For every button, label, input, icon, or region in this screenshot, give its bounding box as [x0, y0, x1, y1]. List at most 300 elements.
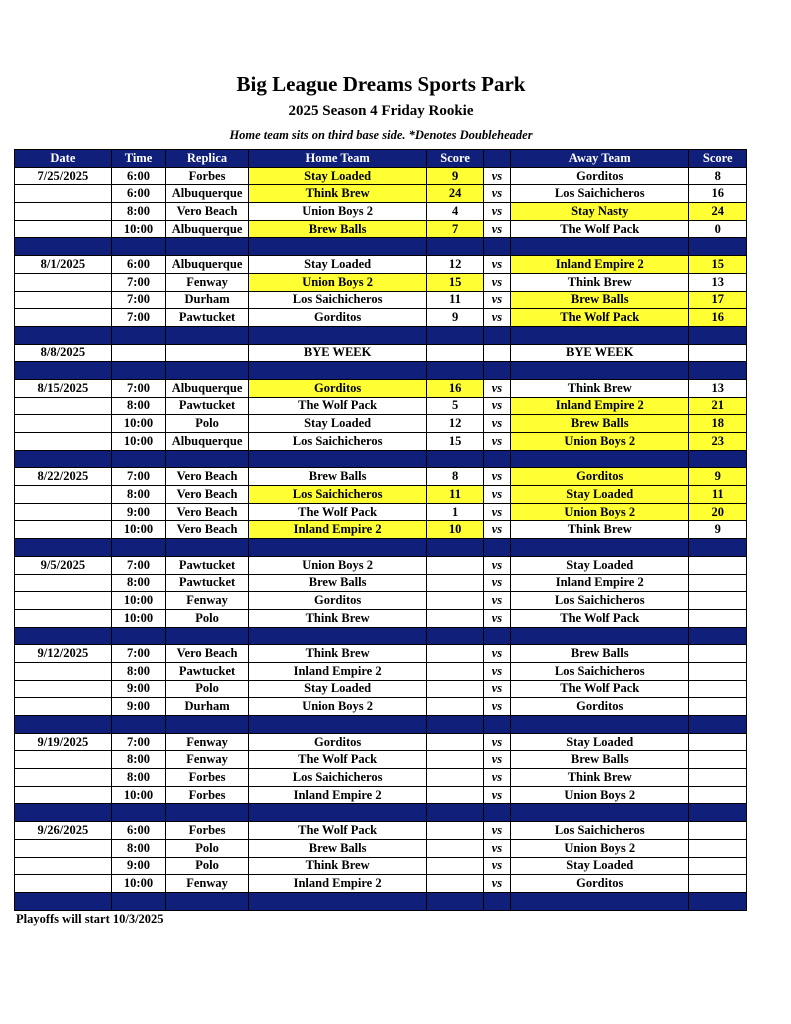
away-score: [689, 733, 747, 751]
home-score: 11: [427, 486, 483, 504]
away-team: Inland Empire 2: [511, 574, 689, 592]
home-score: [427, 344, 483, 362]
separator-cell: [111, 362, 165, 380]
col-away-score: Score: [689, 150, 747, 168]
game-row: [15, 379, 747, 397]
game-field: [166, 344, 249, 362]
vs-label: vs: [483, 769, 510, 787]
away-team: Think Brew: [511, 379, 689, 397]
game-time: 8:00: [111, 486, 165, 504]
home-team: Brew Balls: [248, 839, 426, 857]
game-time: 10:00: [111, 786, 165, 804]
vs-label: vs: [483, 662, 510, 680]
separator-cell: [427, 539, 483, 557]
game-time: 9:00: [111, 857, 165, 875]
vs-label: [483, 344, 510, 362]
week-separator: [15, 627, 747, 645]
separator-cell: [248, 892, 426, 910]
vs-label: vs: [483, 309, 510, 327]
home-score: [427, 680, 483, 698]
home-team: Inland Empire 2: [248, 875, 426, 893]
away-team: Stay Loaded: [511, 857, 689, 875]
game-time: 7:00: [111, 309, 165, 327]
away-team: The Wolf Pack: [511, 680, 689, 698]
away-score: [689, 698, 747, 716]
home-team-note: Home team sits on third base side. *Denotes Doubleheader: [229, 128, 533, 142]
game-time: 8:00: [111, 203, 165, 221]
away-team: The Wolf Pack: [511, 609, 689, 627]
separator-cell: [689, 892, 747, 910]
game-time: 10:00: [111, 433, 165, 451]
game-field: Pawtucket: [166, 309, 249, 327]
home-team: Stay Loaded: [248, 415, 426, 433]
away-team: Stay Loaded: [511, 733, 689, 751]
away-team: Think Brew: [511, 769, 689, 787]
away-score: [689, 645, 747, 663]
home-team: Los Saichicheros: [248, 433, 426, 451]
col-home-team: Home Team: [248, 150, 426, 168]
game-time: 8:00: [111, 769, 165, 787]
schedule-table: [14, 149, 747, 911]
game-row: [15, 875, 747, 893]
game-date: [15, 203, 112, 221]
game-row: [15, 857, 747, 875]
game-field: Fenway: [166, 733, 249, 751]
home-score: [427, 839, 483, 857]
game-field: Vero Beach: [166, 468, 249, 486]
game-date: [15, 521, 112, 539]
game-date: [15, 273, 112, 291]
game-date: 8/8/2025: [15, 344, 112, 362]
home-team: Brew Balls: [248, 574, 426, 592]
separator-cell: [248, 627, 426, 645]
vs-label: vs: [483, 397, 510, 415]
home-score: [427, 751, 483, 769]
home-team: Union Boys 2: [248, 203, 426, 221]
home-score: 4: [427, 203, 483, 221]
home-team: Los Saichicheros: [248, 291, 426, 309]
home-score: 24: [427, 185, 483, 203]
game-row: [15, 185, 747, 203]
away-team: Brew Balls: [511, 291, 689, 309]
away-score: [689, 344, 747, 362]
separator-cell: [427, 627, 483, 645]
home-score: [427, 592, 483, 610]
away-score: 20: [689, 503, 747, 521]
col-replica: Replica: [166, 150, 249, 168]
vs-label: vs: [483, 185, 510, 203]
game-time: 10:00: [111, 415, 165, 433]
away-score: [689, 662, 747, 680]
home-team: Brew Balls: [248, 468, 426, 486]
game-row: [15, 698, 747, 716]
game-field: Durham: [166, 698, 249, 716]
away-team: Think Brew: [511, 521, 689, 539]
game-field: Polo: [166, 415, 249, 433]
home-team: Stay Loaded: [248, 680, 426, 698]
game-time: 7:00: [111, 379, 165, 397]
home-score: 12: [427, 256, 483, 274]
game-time: 6:00: [111, 256, 165, 274]
game-time: 6:00: [111, 185, 165, 203]
vs-label: vs: [483, 698, 510, 716]
away-team: Union Boys 2: [511, 503, 689, 521]
game-date: [15, 503, 112, 521]
game-time: 6:00: [111, 822, 165, 840]
separator-cell: [483, 362, 510, 380]
bye-week-row: [15, 344, 747, 362]
game-field: Fenway: [166, 875, 249, 893]
home-score: 9: [427, 167, 483, 185]
game-field: Pawtucket: [166, 662, 249, 680]
game-row: [15, 486, 747, 504]
separator-cell: [166, 804, 249, 822]
away-score: 9: [689, 521, 747, 539]
separator-cell: [166, 450, 249, 468]
game-date: [15, 839, 112, 857]
separator-cell: [111, 450, 165, 468]
separator-cell: [511, 539, 689, 557]
away-score: 17: [689, 291, 747, 309]
away-team: Union Boys 2: [511, 839, 689, 857]
vs-label: vs: [483, 822, 510, 840]
separator-cell: [689, 326, 747, 344]
separator-cell: [511, 238, 689, 256]
game-field: Forbes: [166, 822, 249, 840]
away-score: 15: [689, 256, 747, 274]
game-row: [15, 415, 747, 433]
separator-cell: [483, 238, 510, 256]
vs-label: vs: [483, 379, 510, 397]
game-date: 9/12/2025: [15, 645, 112, 663]
separator-cell: [111, 238, 165, 256]
home-team: Stay Loaded: [248, 256, 426, 274]
game-row: [15, 645, 747, 663]
game-time: 7:00: [111, 291, 165, 309]
home-score: 11: [427, 291, 483, 309]
separator-cell: [689, 539, 747, 557]
vs-label: vs: [483, 839, 510, 857]
away-score: 21: [689, 397, 747, 415]
home-score: 15: [427, 273, 483, 291]
away-team: Brew Balls: [511, 751, 689, 769]
game-time: 7:00: [111, 733, 165, 751]
vs-label: vs: [483, 680, 510, 698]
game-date: [15, 185, 112, 203]
away-team: The Wolf Pack: [511, 220, 689, 238]
separator-cell: [111, 627, 165, 645]
home-team: Los Saichicheros: [248, 486, 426, 504]
game-date: [15, 698, 112, 716]
schedule-body: [15, 167, 747, 910]
home-score: 12: [427, 415, 483, 433]
separator-cell: [248, 238, 426, 256]
home-team: Union Boys 2: [248, 273, 426, 291]
game-time: 10:00: [111, 592, 165, 610]
home-score: [427, 786, 483, 804]
away-score: [689, 857, 747, 875]
game-date: [15, 397, 112, 415]
away-team: Think Brew: [511, 273, 689, 291]
home-team: The Wolf Pack: [248, 397, 426, 415]
separator-cell: [15, 804, 112, 822]
home-team: Los Saichicheros: [248, 769, 426, 787]
game-row: [15, 839, 747, 857]
game-date: 9/19/2025: [15, 733, 112, 751]
separator-cell: [248, 716, 426, 734]
separator-cell: [427, 716, 483, 734]
game-field: Forbes: [166, 167, 249, 185]
game-date: [15, 769, 112, 787]
separator-cell: [483, 804, 510, 822]
away-score: [689, 592, 747, 610]
col-date: Date: [15, 150, 112, 168]
game-field: Polo: [166, 680, 249, 698]
separator-cell: [166, 716, 249, 734]
vs-label: vs: [483, 645, 510, 663]
game-time: 8:00: [111, 839, 165, 857]
separator-cell: [511, 892, 689, 910]
separator-cell: [483, 326, 510, 344]
game-field: Vero Beach: [166, 645, 249, 663]
playoffs-note: Playoffs will start 10/3/2025: [16, 912, 164, 926]
game-date: [15, 751, 112, 769]
col-away-team: Away Team: [511, 150, 689, 168]
game-field: Forbes: [166, 786, 249, 804]
game-date: 9/5/2025: [15, 556, 112, 574]
separator-cell: [427, 362, 483, 380]
game-field: Vero Beach: [166, 486, 249, 504]
home-score: [427, 857, 483, 875]
game-row: [15, 291, 747, 309]
separator-cell: [248, 362, 426, 380]
vs-label: vs: [483, 415, 510, 433]
game-date: [15, 875, 112, 893]
separator-cell: [689, 238, 747, 256]
home-score: 15: [427, 433, 483, 451]
vs-label: vs: [483, 433, 510, 451]
separator-cell: [166, 892, 249, 910]
game-date: [15, 574, 112, 592]
vs-label: vs: [483, 273, 510, 291]
away-team: Brew Balls: [511, 415, 689, 433]
game-date: [15, 486, 112, 504]
away-team: The Wolf Pack: [511, 309, 689, 327]
game-time: 6:00: [111, 167, 165, 185]
away-score: 8: [689, 167, 747, 185]
separator-cell: [248, 450, 426, 468]
separator-cell: [511, 716, 689, 734]
vs-label: vs: [483, 167, 510, 185]
vs-label: vs: [483, 751, 510, 769]
home-team: Inland Empire 2: [248, 521, 426, 539]
game-time: 9:00: [111, 680, 165, 698]
game-date: 8/1/2025: [15, 256, 112, 274]
separator-cell: [111, 539, 165, 557]
away-score: 9: [689, 468, 747, 486]
game-time: 7:00: [111, 556, 165, 574]
home-team: Think Brew: [248, 857, 426, 875]
vs-label: vs: [483, 503, 510, 521]
separator-cell: [483, 627, 510, 645]
separator-cell: [111, 716, 165, 734]
game-time: 9:00: [111, 698, 165, 716]
vs-label: vs: [483, 521, 510, 539]
home-team: The Wolf Pack: [248, 751, 426, 769]
away-team: Gorditos: [511, 167, 689, 185]
away-score: [689, 839, 747, 857]
game-row: [15, 503, 747, 521]
game-field: Albuquerque: [166, 433, 249, 451]
home-score: [427, 875, 483, 893]
away-score: 16: [689, 309, 747, 327]
away-team: Los Saichicheros: [511, 185, 689, 203]
away-score: 24: [689, 203, 747, 221]
away-score: [689, 556, 747, 574]
home-team: Inland Empire 2: [248, 786, 426, 804]
game-row: [15, 662, 747, 680]
game-field: Albuquerque: [166, 220, 249, 238]
away-score: 16: [689, 185, 747, 203]
home-score: [427, 645, 483, 663]
home-score: 8: [427, 468, 483, 486]
home-team: Brew Balls: [248, 220, 426, 238]
separator-cell: [427, 450, 483, 468]
game-time: 8:00: [111, 574, 165, 592]
game-row: [15, 521, 747, 539]
game-field: Fenway: [166, 751, 249, 769]
week-separator: [15, 238, 747, 256]
separator-cell: [111, 892, 165, 910]
game-row: [15, 574, 747, 592]
game-date: [15, 857, 112, 875]
game-row: [15, 203, 747, 221]
col-home-score: Score: [427, 150, 483, 168]
game-date: [15, 609, 112, 627]
game-date: 9/26/2025: [15, 822, 112, 840]
away-score: 13: [689, 273, 747, 291]
vs-label: vs: [483, 256, 510, 274]
separator-cell: [15, 892, 112, 910]
week-separator: [15, 326, 747, 344]
separator-cell: [483, 892, 510, 910]
game-field: Fenway: [166, 273, 249, 291]
game-time: 7:00: [111, 468, 165, 486]
week-separator: [15, 804, 747, 822]
game-date: [15, 786, 112, 804]
home-score: 7: [427, 220, 483, 238]
away-team: BYE WEEK: [511, 344, 689, 362]
separator-cell: [511, 326, 689, 344]
separator-cell: [511, 627, 689, 645]
vs-label: vs: [483, 486, 510, 504]
vs-label: vs: [483, 609, 510, 627]
away-team: Stay Loaded: [511, 556, 689, 574]
separator-cell: [111, 804, 165, 822]
home-score: [427, 609, 483, 627]
game-field: Durham: [166, 291, 249, 309]
vs-label: vs: [483, 556, 510, 574]
separator-cell: [689, 716, 747, 734]
vs-label: vs: [483, 733, 510, 751]
week-separator: [15, 892, 747, 910]
separator-cell: [248, 326, 426, 344]
separator-cell: [166, 238, 249, 256]
week-separator: [15, 539, 747, 557]
away-score: 11: [689, 486, 747, 504]
separator-cell: [689, 450, 747, 468]
vs-label: vs: [483, 291, 510, 309]
home-score: 9: [427, 309, 483, 327]
away-score: [689, 751, 747, 769]
away-score: 23: [689, 433, 747, 451]
separator-cell: [166, 362, 249, 380]
separator-cell: [15, 450, 112, 468]
game-date: [15, 433, 112, 451]
col-vs: [483, 150, 510, 168]
away-score: [689, 574, 747, 592]
game-time: 10:00: [111, 220, 165, 238]
separator-cell: [427, 804, 483, 822]
home-team: Gorditos: [248, 733, 426, 751]
away-team: Inland Empire 2: [511, 256, 689, 274]
game-date: [15, 415, 112, 433]
game-date: [15, 291, 112, 309]
game-field: Polo: [166, 857, 249, 875]
game-row: [15, 592, 747, 610]
game-time: 7:00: [111, 645, 165, 663]
home-team: The Wolf Pack: [248, 503, 426, 521]
game-field: Vero Beach: [166, 521, 249, 539]
separator-cell: [511, 450, 689, 468]
vs-label: vs: [483, 574, 510, 592]
game-field: Polo: [166, 609, 249, 627]
week-separator: [15, 450, 747, 468]
separator-cell: [248, 804, 426, 822]
vs-label: vs: [483, 468, 510, 486]
separator-cell: [689, 804, 747, 822]
separator-cell: [689, 362, 747, 380]
home-team: Think Brew: [248, 185, 426, 203]
away-team: Gorditos: [511, 698, 689, 716]
game-time: 10:00: [111, 875, 165, 893]
separator-cell: [511, 804, 689, 822]
game-field: Vero Beach: [166, 503, 249, 521]
separator-cell: [15, 627, 112, 645]
game-field: Albuquerque: [166, 185, 249, 203]
away-team: Inland Empire 2: [511, 397, 689, 415]
game-date: 7/25/2025: [15, 167, 112, 185]
away-score: [689, 786, 747, 804]
separator-cell: [427, 238, 483, 256]
game-date: [15, 220, 112, 238]
game-time: 10:00: [111, 609, 165, 627]
game-field: Albuquerque: [166, 379, 249, 397]
separator-cell: [427, 892, 483, 910]
game-date: 8/22/2025: [15, 468, 112, 486]
away-score: [689, 822, 747, 840]
season-subtitle: 2025 Season 4 Friday Rookie: [288, 103, 474, 119]
separator-cell: [166, 627, 249, 645]
vs-label: vs: [483, 203, 510, 221]
away-team: Brew Balls: [511, 645, 689, 663]
game-time: [111, 344, 165, 362]
separator-cell: [483, 539, 510, 557]
away-team: Stay Loaded: [511, 486, 689, 504]
separator-cell: [15, 326, 112, 344]
col-time: Time: [111, 150, 165, 168]
home-score: [427, 769, 483, 787]
